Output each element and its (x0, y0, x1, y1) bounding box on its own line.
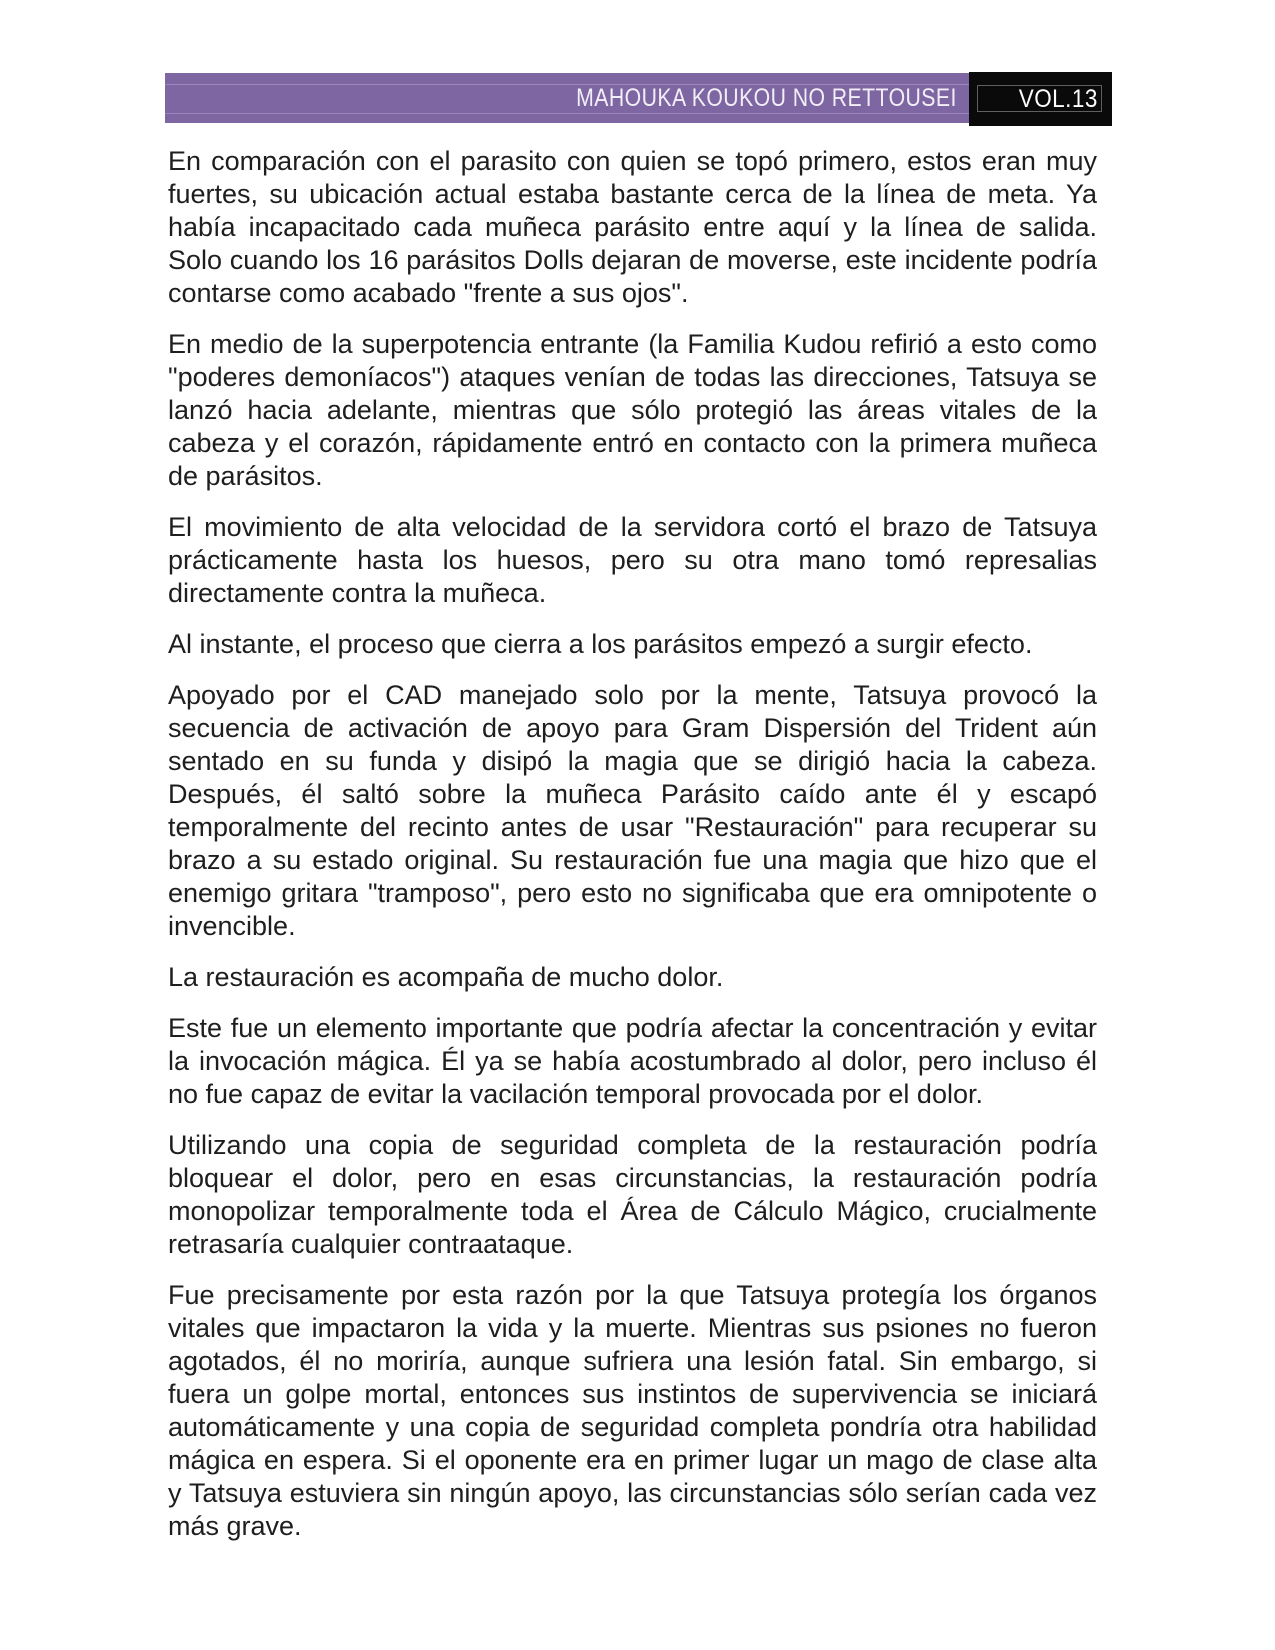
paragraph: Al instante, el proceso que cierra a los parásitos empezó a surgir efecto. (168, 629, 1033, 659)
paragraph: En medio de la superpotencia entrante (la Familia Kudou refirió a esto como "poderes demoníacos") ataques venían de todas las direcciones, Tatsuya se lanzó hacia adelante, mientras que sólo protegió las áreas vitales de la cabeza y el corazón, rápidamente entró en contacto con la primera muñeca de parásitos. (168, 329, 1097, 491)
paragraph: En comparación con el parasito con quien se topó primero, estos eran muy fuertes, su ubicación actual estaba bastante cerca de la línea de meta. Ya había incapacitado cada muñeca parásito entre aquí y la línea de salida. Solo cuando los 16 parásitos Dolls dejaran de moverse, este incidente podría contarse como acabado "frente a sus ojos". (168, 146, 1097, 308)
paragraph: La restauración es acompaña de mucho dolor. (168, 962, 724, 992)
paragraph: Apoyado por el CAD manejado solo por la mente, Tatsuya provocó la secuencia de activación de apoyo para Gram Dispersión del Trident aún sentado en su funda y disipó la magia que se dirigió hacia la cabeza. Después, él saltó sobre la muñeca Parásito caído ante él y escapó temporalmente del recinto antes de usar "Restauración" para recuperar su brazo a su estado original. Su restauración fue una magia que hizo que el enemigo gritara "tramposo", pero esto no significaba que era omnipotente o invencible. (168, 680, 1097, 941)
header-title-bar (165, 73, 969, 123)
volume-badge (969, 72, 1112, 126)
document-body (168, 145, 1097, 1561)
book-title: MAHOUKA KOUKOU NO RETTOUSEI (576, 84, 957, 112)
page-header-banner (165, 72, 1112, 122)
paragraph: El movimiento de alta velocidad de la servidora cortó el brazo de Tatsuya prácticamente hasta los huesos, pero su otra mano tomó represalias directamente contra la muñeca. (168, 512, 1097, 608)
volume-label: VOL.13 (1018, 85, 1098, 113)
paragraph: Este fue un elemento importante que podría afectar la concentración y evitar la invocación mágica. Él ya se había acostumbrado al dolor, pero incluso él no fue capaz de evitar la vacilación temporal provocada por el dolor. (168, 1013, 1097, 1109)
paragraph: Fue precisamente por esta razón por la que Tatsuya protegía los órganos vitales que impactaron la vida y la muerte. Mientras sus psiones no fueron agotados, él no moriría, aunque sufriera una lesión fatal. Sin embargo, si fuera un golpe mortal, entonces sus instintos de supervivencia se iniciará automáticamente y una copia de seguridad completa pondría otra habilidad mágica en espera. Si el oponente era en primer lugar un mago de clase alta y Tatsuya estuviera sin ningún apoyo, las circunstancias sólo serían cada vez más grave. (168, 1280, 1097, 1541)
paragraph: Utilizando una copia de seguridad completa de la restauración podría bloquear el dolor, pero en esas circunstancias, la restauración podría monopolizar temporalmente toda el Área de Cálculo Mágico, crucialmente retrasaría cualquier contraataque. (168, 1130, 1097, 1259)
